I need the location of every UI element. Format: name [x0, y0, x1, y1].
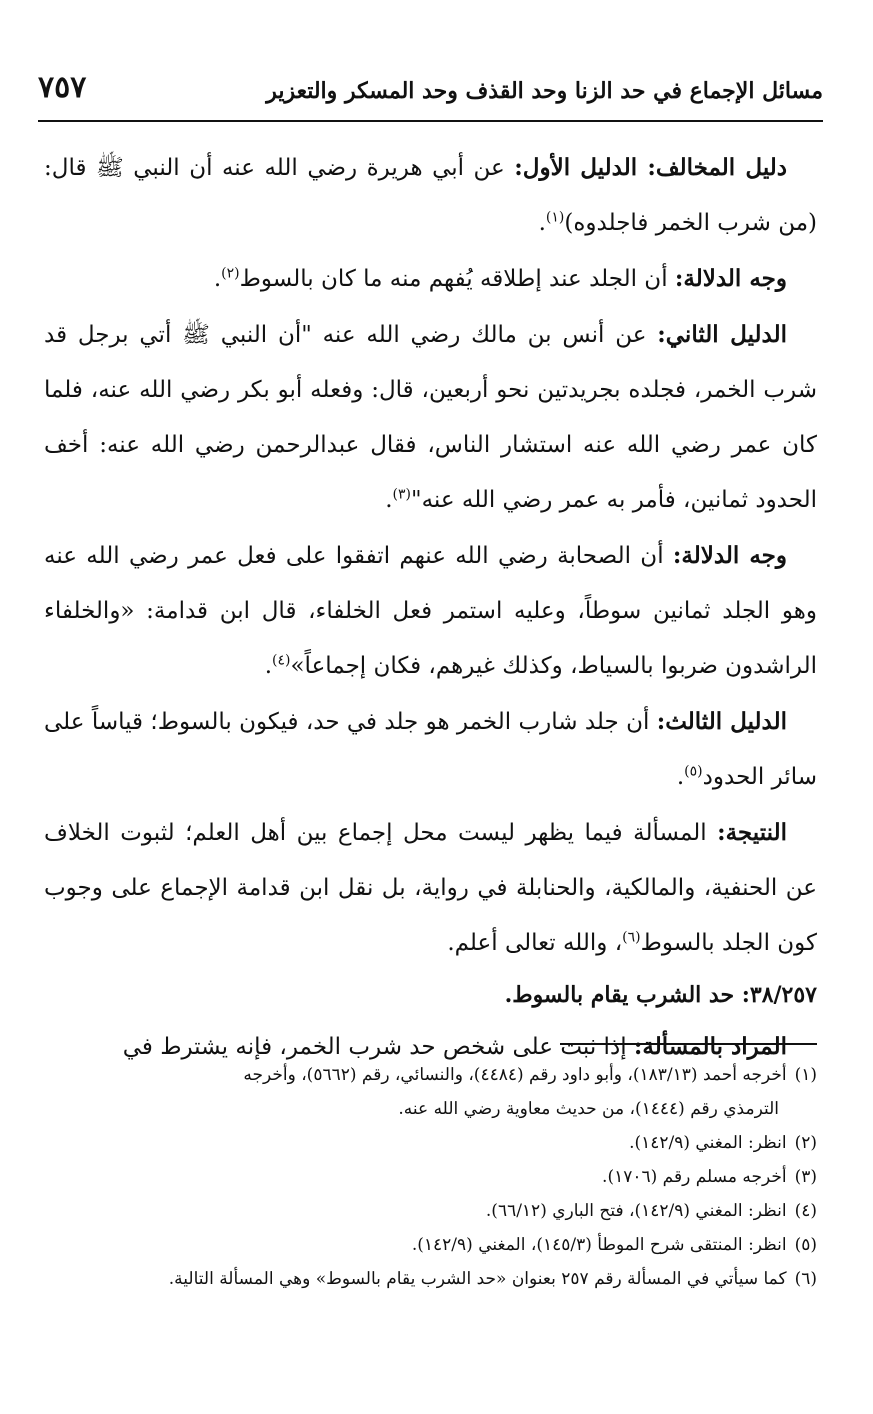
footnote-text: انظر: المغني (١٤٢/٩). — [629, 1133, 787, 1153]
footnote-text: أخرجه أحمد (١٨٣/١٣)، وأبو داود رقم (٤٤٨٤)، والنسائي، رقم (٥٦٦٢)، وأخرجه — [243, 1065, 787, 1085]
paragraph-tail: ، والله تعالى أعلم. — [447, 930, 623, 956]
paragraph-text: أن جلد شارب الخمر هو جلد في حد، فيكون بالسوط؛ قياساً على سائر الحدود — [44, 709, 817, 790]
paragraph-opponent-evidence-1: دليل المخالف: الدليل الأول: عن أبي هريرة رضي الله عنه أن النبي ﷺ قال: (من شرب الخمر فاجلدوه)$^{(١)}$. — [44, 154, 817, 236]
footnote-2 — [44, 1126, 817, 1160]
footnote-number: (٥) — [794, 1235, 817, 1255]
footnote-3 — [44, 1160, 817, 1194]
paragraph-text: عن أنس بن مالك رضي الله عنه "أن النبي ﷺ أتي برجل قد شرب الخمر، فجلده بجريدتين نحو أربعين، قال: وفعله أبو بكر رضي الله عنه، فلما كان عمر رضي الله عنه استشار الناس، فقال عبدالرحمن رضي الله عنه: أخف الحدود ثمانين، فأمر به عمر رضي الله عنه" — [44, 322, 817, 513]
paragraph-evidence-2: الدليل الثاني: عن أنس بن مالك رضي الله عنه "أن النبي ﷺ أتي برجل قد شرب الخمر، فجلده بجريدتين نحو أربعين، قال: وفعله أبو بكر رضي الله عنه، فلما كان عمر رضي الله عنه استشار الناس، فقال عبدالرحمن رضي الله عنه: أخف الحدود ثمانين، فأمر به عمر رضي الله عنه"$^{(٣)}$. — [44, 321, 817, 513]
paragraph-text: أن الصحابة رضي الله عنهم اتفقوا على فعل عمر رضي الله عنه وهو الجلد ثمانين سوطاً، وعليه استمر فعل الخلفاء، قال ابن قدامة: «والخلفاء الراشدون ضربوا بالسياط، وكذلك غيرهم، فكان إجماعاً» — [44, 543, 817, 679]
paragraph-label: النتيجة: — [717, 819, 787, 846]
running-title: مسائل الإجماع في حد الزنا وحد القذف وحد المسكر والتعزير — [266, 78, 823, 104]
paragraph-evidence-3: الدليل الثالث: أن جلد شارب الخمر هو جلد في حد، فيكون بالسوط؛ قياساً على سائر الحدود$^{(٥)}$. — [44, 708, 817, 790]
paragraph-inference-1: وجه الدلالة: أن الجلد عند إطلاقه يُفهم منه ما كان بالسوط$^{(٢)}$. — [213, 265, 787, 292]
footnote-text: أخرجه مسلم رقم (١٧٠٦). — [602, 1167, 787, 1187]
footnote-text: انظر: المنتقى شرح الموطأ (١٤٥/٣)، المغني (١٤٢/٩). — [411, 1235, 787, 1255]
paragraph-label: وجه الدلالة: — [672, 542, 787, 569]
paragraph-label: وجه الدلالة: — [674, 265, 787, 292]
footnote-ref: (٦) — [622, 929, 641, 946]
paragraph-text: المسألة فيما يظهر ليست محل إجماع بين أهل العلم؛ لثبوت الخلاف عن الحنفية، والمالكية، والحنابلة في رواية، بل نقل ابن قدامة الإجماع على وجوب كون الجلد بالسوط — [44, 820, 817, 956]
paragraph-label: دليل المخالف: الدليل الأول: — [514, 154, 788, 181]
footnote-number: (٤) — [794, 1201, 817, 1221]
paragraph-label: الدليل الثاني: — [657, 321, 787, 348]
footnote-text: انظر: المغني (١٤٢/٩)، فتح الباري (٦٦/١٢). — [485, 1201, 787, 1221]
footnote-text: كما سيأتي في المسألة رقم ٢٥٧ بعنوان «حد الشرب يقام بالسوط» وهي المسألة التالية. — [168, 1269, 787, 1289]
footnote-5 — [44, 1228, 817, 1262]
footnote-1 — [44, 1058, 817, 1092]
header-rule — [38, 120, 823, 122]
footnote-number: (١) — [794, 1065, 817, 1085]
paragraph-text: أن الجلد عند إطلاقه يُفهم منه ما كان بالسوط — [239, 266, 675, 292]
footnote-text: الترمذي رقم (١٤٤٤)، من حديث معاوية رضي الله عنه. — [398, 1099, 779, 1119]
paragraph-text: عن أبي هريرة رضي الله عنه أن النبي ﷺ قال: (من شرب الخمر فاجلدوه) — [44, 155, 817, 236]
footnote-separator — [560, 1043, 817, 1045]
paragraph-text: إذا ثبت على شخص حد شرب الخمر، فإنه يشترط في — [122, 1034, 634, 1060]
footnote-ref: (٥) — [684, 763, 703, 780]
footnote-ref: (٣) — [392, 486, 411, 503]
footnote-ref: (٤) — [272, 652, 291, 669]
footnote-number: (٢) — [794, 1133, 817, 1153]
section-heading: ٣٨/٢٥٧: حد الشرب يقام بالسوط. — [504, 982, 817, 1008]
page-number: ٧٥٧ — [38, 70, 87, 105]
paragraph-inference-2: وجه الدلالة: أن الصحابة رضي الله عنهم اتفقوا على فعل عمر رضي الله عنه وهو الجلد ثمانين سوطاً، وعليه استمر فعل الخلفاء، قال ابن قدامة: «والخلفاء الراشدون ضربوا بالسياط، وكذلك غيرهم، فكان إجماعاً»$^{(٤)}$. — [44, 542, 817, 679]
footnote-ref: (٢) — [221, 265, 240, 282]
main-text — [44, 140, 817, 1075]
page-header — [38, 60, 823, 112]
paragraph-label: الدليل الثالث: — [656, 708, 787, 735]
paragraph-label: المراد بالمسألة: — [633, 1033, 787, 1060]
footnotes — [44, 1058, 817, 1296]
footnote-6 — [44, 1262, 817, 1296]
footnote-number: (٦) — [794, 1269, 817, 1289]
footnote-ref: (١) — [545, 209, 565, 226]
paragraph-conclusion — [44, 805, 817, 971]
footnote-4 — [44, 1194, 817, 1228]
footnote-number: (٣) — [794, 1167, 817, 1187]
footnote-1-continuation — [44, 1092, 817, 1126]
